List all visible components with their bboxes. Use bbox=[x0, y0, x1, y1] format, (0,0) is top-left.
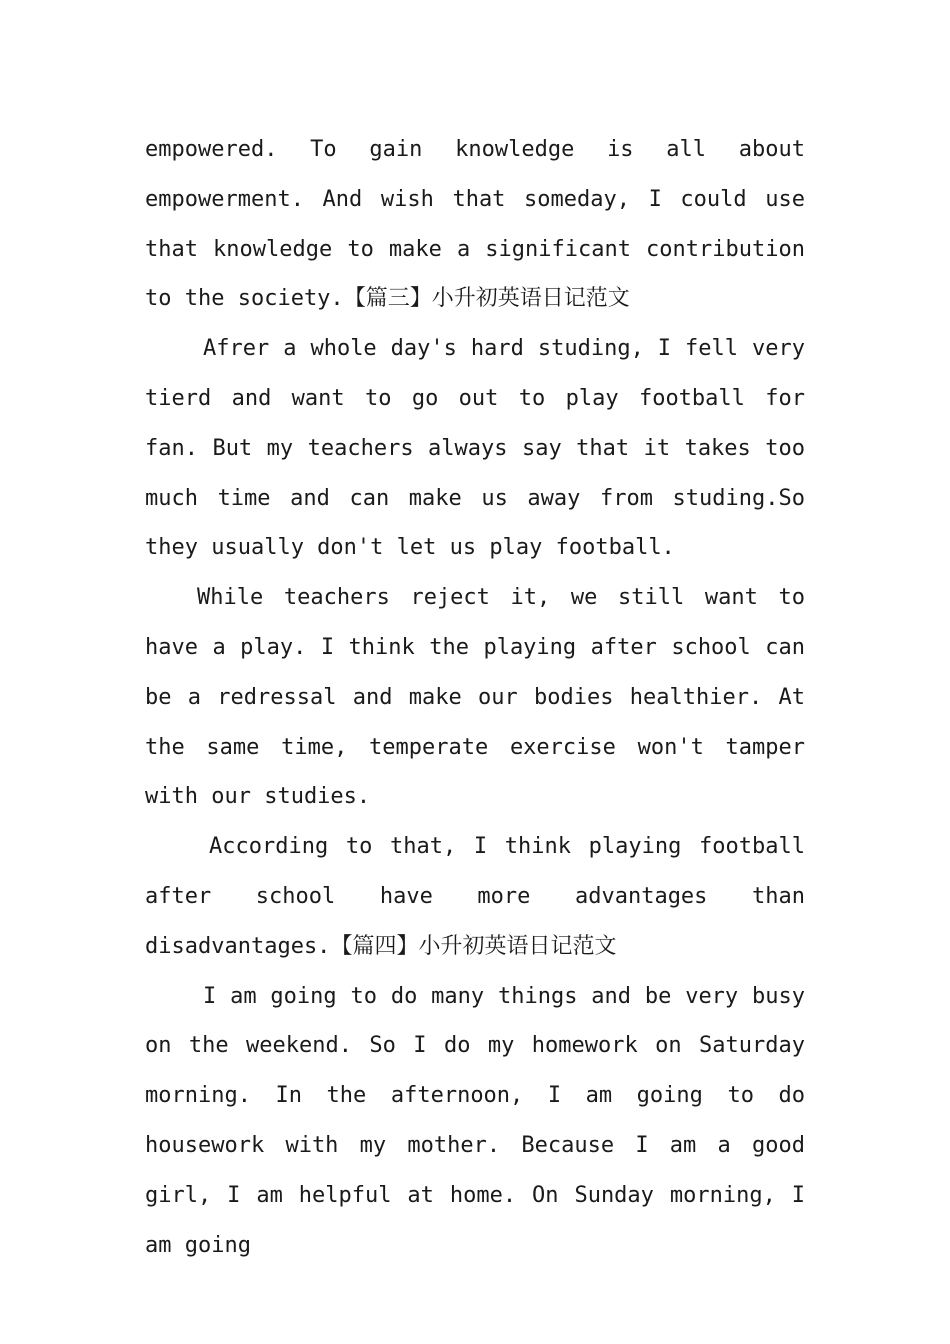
paragraph-text: Afrer a whole day's hard studing, I fell very tierd and want to go out to play football for fan. But my teachers always say that it takes too much time and can make us away from studing.So they usually don't let us play football. bbox=[145, 336, 805, 561]
paragraph-text: empowered. To gain knowledge is all about empowerment. And wish that someday, I could use that knowledge to make a significant contribution to the society. bbox=[145, 137, 805, 312]
paragraph-teachers-reject bbox=[145, 573, 805, 822]
section-heading-4: 【篇四】小升初英语日记范文 bbox=[330, 933, 617, 959]
paragraph-conclusion bbox=[145, 822, 805, 971]
paragraph-text: According to that, I think playing football after school have more advantages than disadvantages. bbox=[145, 834, 805, 959]
paragraph-football-studying bbox=[145, 324, 805, 573]
paragraph-empowerment bbox=[145, 125, 805, 324]
document-body bbox=[145, 125, 805, 1270]
paragraph-text: I am going to do many things and be very busy on the weekend. So I do my homework on Saturday morning. In the afternoon, I am going to do housework with my mother. Because I am a good girl, I am helpful at home. On Sunday morning, I am going bbox=[145, 983, 805, 1258]
section-heading-3: 【篇三】小升初英语日记范文 bbox=[343, 286, 630, 312]
paragraph-text: While teachers reject it, we still want to have a play. I think the playing after school can be a redressal and make our bodies healthier. At the same time, temperate exercise won't tamper with our studies. bbox=[145, 585, 805, 810]
paragraph-weekend bbox=[145, 972, 805, 1271]
